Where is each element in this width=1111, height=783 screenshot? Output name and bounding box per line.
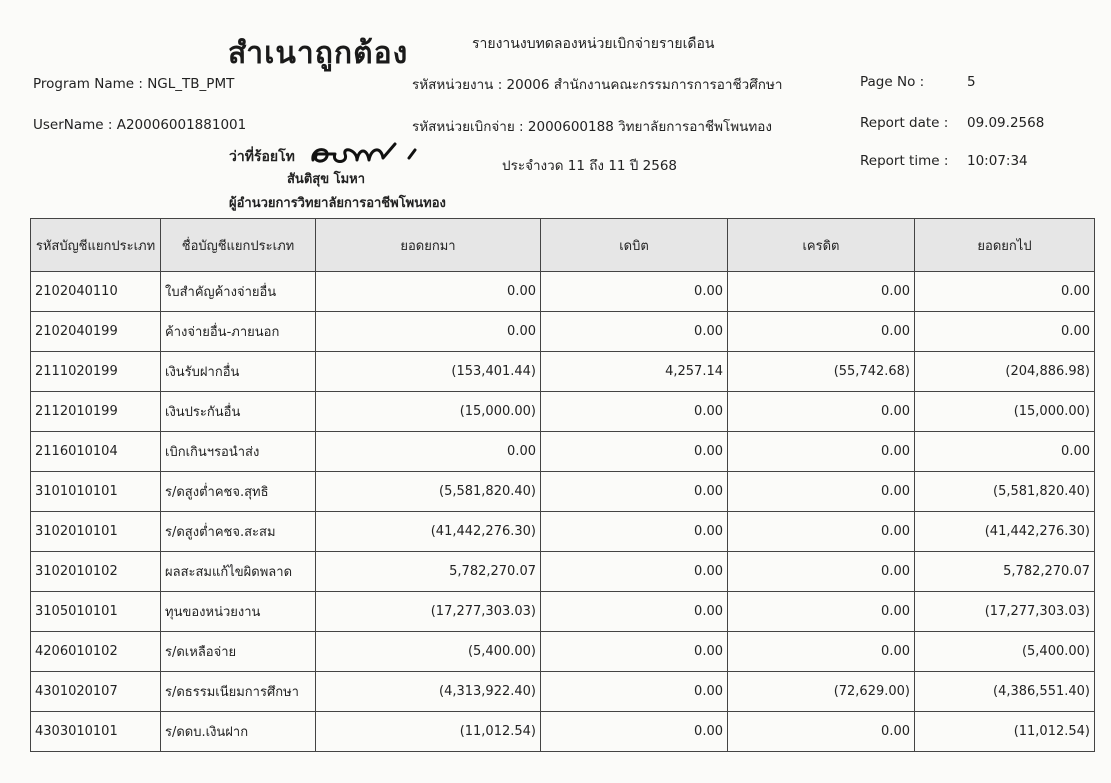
debit: 0.00 xyxy=(541,712,728,752)
carried-forward: 0.00 xyxy=(915,432,1095,472)
header-carried-forward: ยอดยกไป xyxy=(915,219,1095,272)
page-no-label: Page No : xyxy=(860,74,925,90)
carried-forward: (204,886.98) xyxy=(915,352,1095,392)
brought-forward: (5,581,820.40) xyxy=(316,472,541,512)
carried-forward: (11,012.54) xyxy=(915,712,1095,752)
agency-code: รหัสหน่วยงาน : 20006 สำนักงานคณะกรรมการการอาชีวศึกษา xyxy=(412,77,783,93)
account-name: เบิกเกินฯรอนำส่ง xyxy=(161,432,316,472)
credit: 0.00 xyxy=(728,312,915,352)
signatory-name: สันติสุข โมหา xyxy=(287,172,366,187)
credit: 0.00 xyxy=(728,392,915,432)
account-name: เงินประกันอื่น xyxy=(161,392,316,432)
debit: 4,257.14 xyxy=(541,352,728,392)
account-name: ร/ดดบ.เงินฝาก xyxy=(161,712,316,752)
table-row xyxy=(31,592,1095,632)
report-period: ประจำงวด 11 ถึง 11 ปี 2568 xyxy=(502,158,678,174)
brought-forward: (11,012.54) xyxy=(316,712,541,752)
credit: 0.00 xyxy=(728,272,915,312)
report-date-label: Report date : xyxy=(860,115,949,131)
report-title: รายงานงบทดลองหน่วยเบิกจ่ายรายเดือน xyxy=(472,36,715,52)
table-row xyxy=(31,712,1095,752)
account-code: 2102040199 xyxy=(31,312,161,352)
header-credit: เครดิต xyxy=(728,219,915,272)
brought-forward: 0.00 xyxy=(316,432,541,472)
carried-forward: (41,442,276.30) xyxy=(915,512,1095,552)
brought-forward: (4,313,922.40) xyxy=(316,672,541,712)
account-code: 2116010104 xyxy=(31,432,161,472)
account-name: ใบสำคัญค้างจ่ายอื่น xyxy=(161,272,316,312)
account-code: 2112010199 xyxy=(31,392,161,432)
trial-balance-table xyxy=(30,218,1095,752)
account-name: ร/ดเหลือจ่าย xyxy=(161,632,316,672)
account-code: 4301020107 xyxy=(31,672,161,712)
carried-forward: 0.00 xyxy=(915,312,1095,352)
account-name: ทุนของหน่วยงาน xyxy=(161,592,316,632)
debit: 0.00 xyxy=(541,672,728,712)
table-row xyxy=(31,432,1095,472)
credit: 0.00 xyxy=(728,552,915,592)
credit: 0.00 xyxy=(728,512,915,552)
carried-forward: 0.00 xyxy=(915,272,1095,312)
table-row xyxy=(31,392,1095,432)
header-debit: เดบิต xyxy=(541,219,728,272)
header-account-code: รหัสบัญชีแยกประเภท xyxy=(31,219,161,272)
account-name: ผลสะสมแก้ไขผิดพลาด xyxy=(161,552,316,592)
account-code: 4206010102 xyxy=(31,632,161,672)
account-code: 3102010101 xyxy=(31,512,161,552)
disbursing-unit: รหัสหน่วยเบิกจ่าย : 2000600188 วิทยาลัยการอาชีพโพนทอง xyxy=(412,119,772,135)
brought-forward: (17,277,303.03) xyxy=(316,592,541,632)
table-row xyxy=(31,312,1095,352)
carried-forward: (4,386,551.40) xyxy=(915,672,1095,712)
brought-forward: 5,782,270.07 xyxy=(316,552,541,592)
table-row xyxy=(31,552,1095,592)
table-row xyxy=(31,672,1095,712)
brought-forward: (5,400.00) xyxy=(316,632,541,672)
credit: 0.00 xyxy=(728,472,915,512)
account-name: ร/ดสูงต่ำคชจ.สะสม xyxy=(161,512,316,552)
table-row xyxy=(31,632,1095,672)
account-name: เงินรับฝากอื่น xyxy=(161,352,316,392)
table-row xyxy=(31,352,1095,392)
credit: 0.00 xyxy=(728,592,915,632)
debit: 0.00 xyxy=(541,472,728,512)
debit: 0.00 xyxy=(541,272,728,312)
brought-forward: 0.00 xyxy=(316,272,541,312)
carried-forward: (17,277,303.03) xyxy=(915,592,1095,632)
debit: 0.00 xyxy=(541,592,728,632)
account-name: ค้างจ่ายอื่น-ภายนอก xyxy=(161,312,316,352)
credit: (72,629.00) xyxy=(728,672,915,712)
table-row xyxy=(31,272,1095,312)
account-code: 2102040110 xyxy=(31,272,161,312)
table-row xyxy=(31,512,1095,552)
page-no-value: 5 xyxy=(967,74,976,90)
account-code: 3101010101 xyxy=(31,472,161,512)
brought-forward: 0.00 xyxy=(316,312,541,352)
signature-title: ว่าที่ร้อยโท xyxy=(229,149,295,165)
account-code: 4303010101 xyxy=(31,712,161,752)
debit: 0.00 xyxy=(541,552,728,592)
brought-forward: (15,000.00) xyxy=(316,392,541,432)
user-name: UserName : A20006001881001 xyxy=(33,117,247,133)
brought-forward: (153,401.44) xyxy=(316,352,541,392)
header-account-name: ชื่อบัญชีแยกประเภท xyxy=(161,219,316,272)
report-date-value: 09.09.2568 xyxy=(967,115,1045,131)
account-code: 3105010101 xyxy=(31,592,161,632)
credit: 0.00 xyxy=(728,632,915,672)
carried-forward: (15,000.00) xyxy=(915,392,1095,432)
credit: 0.00 xyxy=(728,432,915,472)
credit: 0.00 xyxy=(728,712,915,752)
signatory-position: ผู้อำนวยการวิทยาลัยการอาชีพโพนทอง xyxy=(229,196,446,211)
brought-forward: (41,442,276.30) xyxy=(316,512,541,552)
report-time-value: 10:07:34 xyxy=(967,153,1028,169)
debit: 0.00 xyxy=(541,512,728,552)
account-name: ร/ดธรรมเนียมการศึกษา xyxy=(161,672,316,712)
header-brought-forward: ยอดยกมา xyxy=(316,219,541,272)
table-row xyxy=(31,472,1095,512)
certified-copy-stamp: สำเนาถูกต้อง xyxy=(228,36,409,71)
program-name: Program Name : NGL_TB_PMT xyxy=(33,76,235,92)
debit: 0.00 xyxy=(541,312,728,352)
carried-forward: 5,782,270.07 xyxy=(915,552,1095,592)
account-code: 2111020199 xyxy=(31,352,161,392)
debit: 0.00 xyxy=(541,632,728,672)
account-name: ร/ดสูงต่ำคชจ.สุทธิ xyxy=(161,472,316,512)
account-code: 3102010102 xyxy=(31,552,161,592)
carried-forward: (5,581,820.40) xyxy=(915,472,1095,512)
debit: 0.00 xyxy=(541,432,728,472)
report-time-label: Report time : xyxy=(860,153,949,169)
debit: 0.00 xyxy=(541,392,728,432)
table-header-row xyxy=(31,219,1095,272)
carried-forward: (5,400.00) xyxy=(915,632,1095,672)
handwritten-signature xyxy=(305,140,435,170)
credit: (55,742.68) xyxy=(728,352,915,392)
